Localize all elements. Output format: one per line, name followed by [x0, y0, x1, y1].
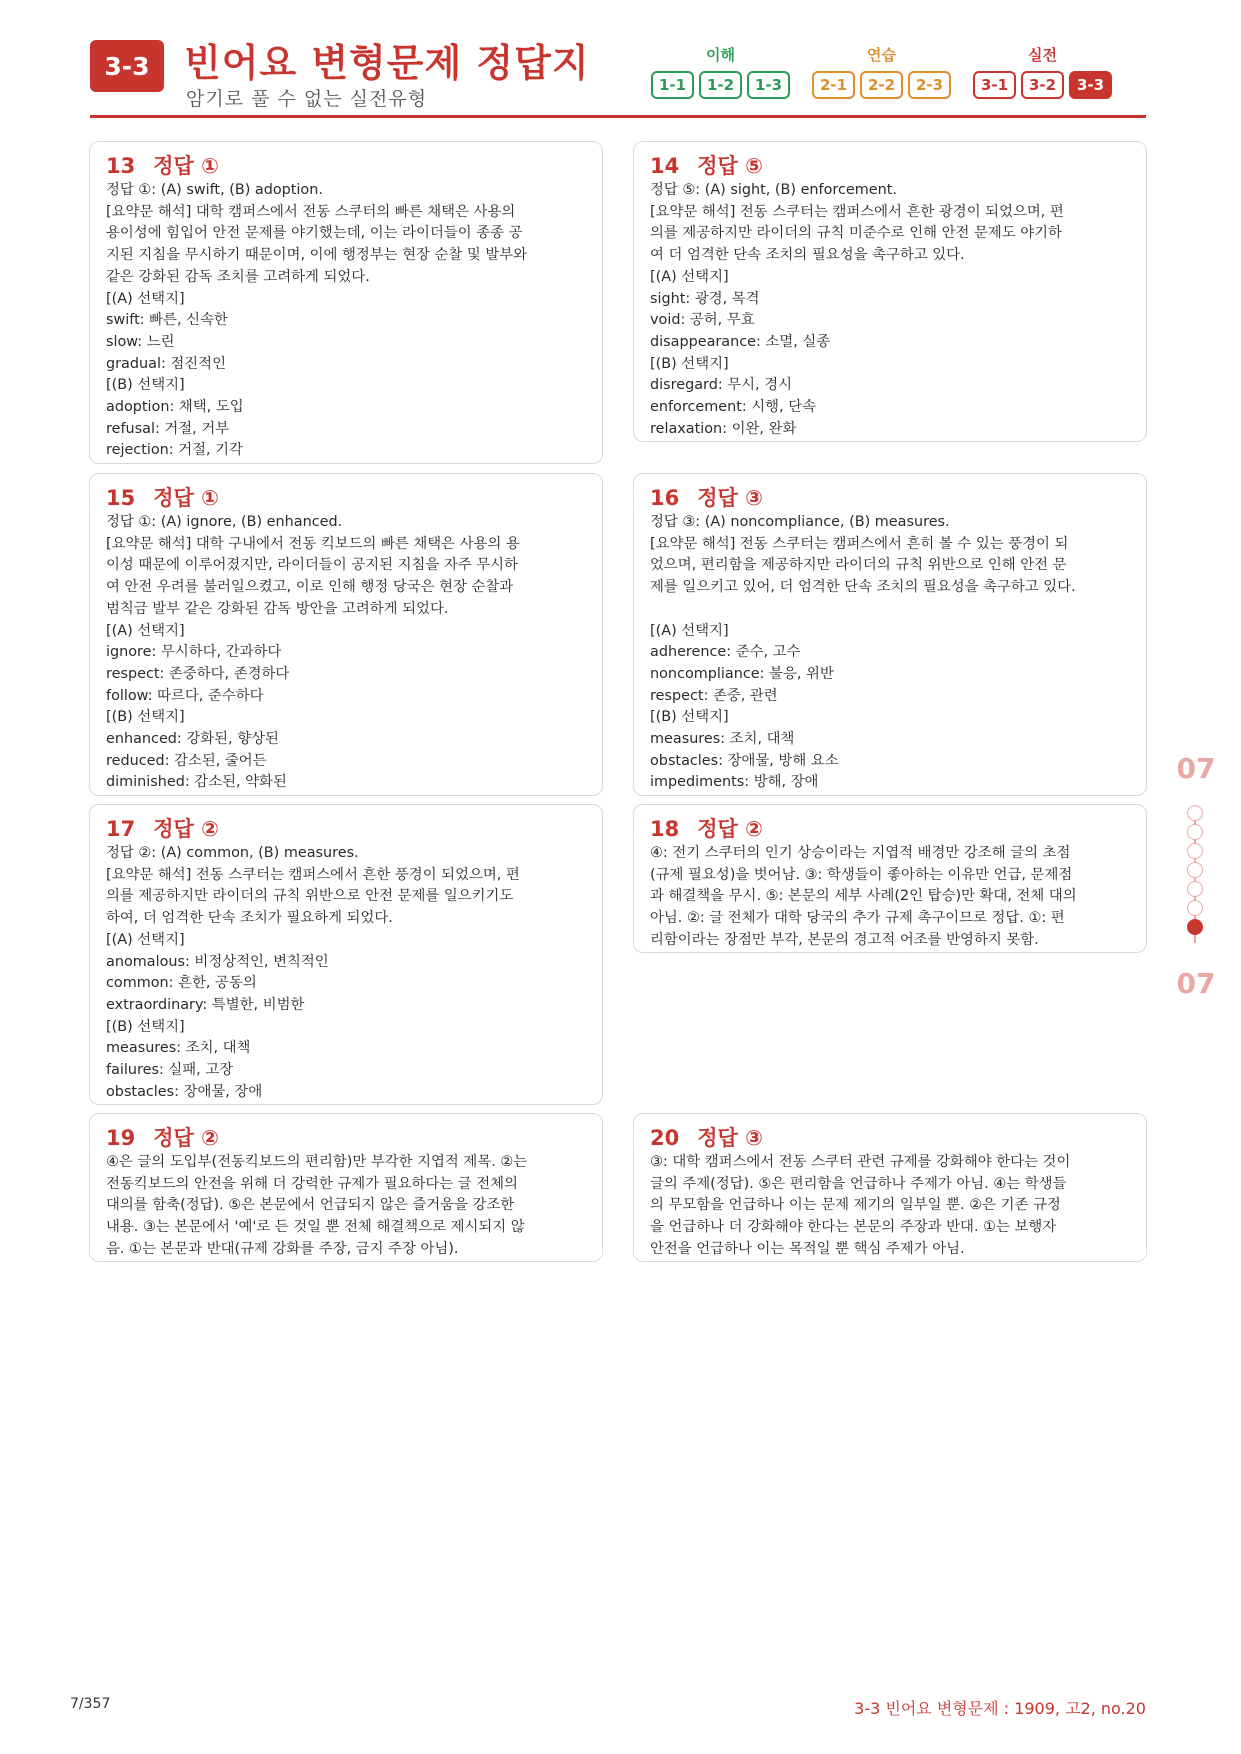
card-text-line: obstacles: 장애물, 장애 — [106, 1083, 263, 1100]
progress-dot — [1187, 881, 1203, 897]
answer-label: 정답 ① — [153, 154, 219, 178]
card-text-line: 리함이라는 장점만 부각, 본문의 경고적 어조를 반영하지 못함. — [650, 931, 1039, 948]
tab-3-1[interactable]: 3-1 — [973, 71, 1016, 99]
card-text-line: impediments: 방해, 장애 — [650, 774, 819, 791]
card-text-line: slow: 느린 — [106, 333, 175, 350]
card-text-line: 범칙금 발부 같은 강화된 감독 방안을 고려하게 되었다. — [106, 600, 449, 617]
card-text-line: rejection: 거절, 기각 — [106, 442, 243, 459]
card-text-line: [(A) 선택지] — [650, 268, 729, 285]
card-heading — [650, 815, 1130, 843]
answer-card-20 — [633, 1113, 1147, 1262]
step-category-label: 연습 — [867, 46, 896, 64]
answer-card-13 — [89, 141, 603, 464]
card-text-line: 아님. ②: 글 전체가 대학 당국의 추가 규제 촉구이므로 정답. ①: 편 — [650, 910, 1065, 927]
progress-dot — [1187, 843, 1203, 859]
tab-2-1[interactable]: 2-1 — [812, 71, 855, 99]
card-text-line: measures: 조치, 대책 — [650, 731, 795, 748]
answer-label: 정답 ② — [697, 817, 763, 841]
card-text-line: 었으며, 편리함을 제공하지만 라이더의 규칙 위반으로 인해 안전 문 — [650, 557, 1067, 574]
answer-card-19 — [89, 1113, 603, 1262]
card-text-line: 을 언급하나 더 강화해야 한다는 본문의 주장과 반대. ①는 보행자 — [650, 1219, 1057, 1236]
card-body — [106, 180, 586, 462]
card-text-line: 용이성에 힘입어 안전 문제를 야기했는데, 이는 라이더들이 종종 공 — [106, 225, 523, 242]
card-text-line: void: 공허, 무효 — [650, 312, 755, 329]
card-text-line: refusal: 거절, 거부 — [106, 420, 230, 437]
card-body — [106, 1152, 586, 1261]
tab-2-3[interactable]: 2-3 — [908, 71, 951, 99]
progress-dot — [1187, 900, 1203, 916]
question-number: 15 — [106, 486, 136, 510]
card-heading — [106, 1124, 586, 1152]
question-number: 14 — [650, 154, 680, 178]
card-text-line: [(B) 선택지] — [650, 355, 729, 372]
card-text-line: measures: 조치, 대책 — [106, 1040, 251, 1057]
card-text-line: 여 더 엄격한 단속 조치의 필요성을 촉구하고 있다. — [650, 247, 965, 264]
answer-label: 정답 ③ — [697, 486, 763, 510]
card-text-line: ④은 글의 도입부(전동킥보드의 편리함)만 부각한 지엽적 제목. ②는 — [106, 1154, 528, 1170]
card-text-line: diminished: 감소된, 약화된 — [106, 774, 287, 791]
card-text-line: follow: 따르다, 준수하다 — [106, 687, 264, 704]
card-text-line: 지된 지침을 무시하기 때문이며, 이에 행정부는 현장 순찰 및 발부와 — [106, 247, 528, 264]
step-group-practice — [812, 44, 951, 99]
card-text-line: 글의 주제(정답). ⑤은 편리함을 언급하나 주제가 아님. ④는 학생들 — [650, 1175, 1067, 1192]
card-text-line: 전동킥보드의 안전을 위해 더 강력한 규제가 필요하다는 글 전체의 — [106, 1175, 518, 1192]
card-text-line: 대의를 함축(정답). ⑤은 본문에서 언급되지 않은 즐거움을 강조한 — [106, 1197, 515, 1214]
progress-dot — [1187, 805, 1203, 821]
card-text-line: [(B) 선택지] — [650, 709, 729, 726]
card-body — [650, 180, 1130, 440]
answer-label: 정답 ① — [153, 486, 219, 510]
card-text-line — [650, 599, 1130, 621]
answer-label: 정답 ⑤ — [697, 154, 763, 178]
page-number: 7/357 — [70, 1696, 111, 1712]
answer-card-15 — [89, 473, 603, 796]
card-heading — [106, 484, 586, 512]
card-text-line: 음. ①는 본문과 반대(규제 강화를 주장, 금지 주장 아님). — [106, 1240, 459, 1257]
question-number: 17 — [106, 817, 136, 841]
card-text-line: 같은 강화된 감독 조치를 고려하게 되었다. — [106, 268, 370, 285]
tab-1-3[interactable]: 1-3 — [747, 71, 790, 99]
step-group-real — [973, 44, 1112, 99]
card-text-line: adherence: 준수, 고수 — [650, 644, 801, 661]
card-text-line: 정답 ①: (A) ignore, (B) enhanced. — [106, 514, 343, 530]
card-body — [650, 843, 1130, 952]
tab-1-2[interactable]: 1-2 — [699, 71, 742, 99]
tab-3-2[interactable]: 3-2 — [1021, 71, 1064, 99]
card-text-line: adoption: 채택, 도입 — [106, 399, 244, 416]
card-text-line: [(B) 선택지] — [106, 377, 185, 394]
card-text-line: [(B) 선택지] — [106, 1018, 185, 1035]
card-text-line: 의를 제공하지만 라이더의 규칙 미준수로 인해 안전 문제도 야기하 — [650, 225, 1062, 242]
card-text-line: [(B) 선택지] — [106, 709, 185, 726]
card-text-line: 과 해결책을 무시. ⑤: 본문의 세부 사례(2인 탑승)만 확대, 전체 대의 — [650, 888, 1077, 905]
card-body — [650, 512, 1130, 794]
progress-dot — [1187, 862, 1203, 878]
card-text-line: disappearance: 소멸, 실종 — [650, 333, 831, 350]
card-text-line: [(A) 선택지] — [106, 290, 185, 307]
card-text-line: [(A) 선택지] — [106, 931, 185, 948]
card-text-line: 하여, 더 엄격한 단속 조치가 필요하게 되었다. — [106, 910, 393, 927]
card-body — [106, 512, 586, 794]
card-text-line: ④: 전기 스쿠터의 인기 상승이라는 지엽적 배경만 강조해 글의 초점 — [650, 845, 1071, 861]
card-text-line: sight: 광경, 목격 — [650, 290, 760, 307]
tab-3-3[interactable]: 3-3 — [1069, 71, 1112, 99]
card-text-line: relaxation: 이완, 완화 — [650, 420, 797, 437]
card-heading — [106, 815, 586, 843]
tab-2-2[interactable]: 2-2 — [860, 71, 903, 99]
card-text-line: [요약문 해석] 대학 캠퍼스에서 전동 스쿠터의 빠른 채택은 사용의 — [106, 203, 516, 220]
header-divider — [90, 115, 1146, 118]
card-text-line: enhanced: 강화된, 향상된 — [106, 731, 279, 748]
card-text-line: respect: 존중, 관련 — [650, 687, 778, 704]
answer-card-17 — [89, 804, 603, 1105]
card-text-line: 정답 ③: (A) noncompliance, (B) measures. — [650, 514, 950, 530]
card-text-line: noncompliance: 불응, 위반 — [650, 665, 834, 682]
card-text-line: 내용. ③는 본문에서 '예'로 든 것일 뿐 전체 해결책으로 제시되지 않 — [106, 1219, 525, 1236]
card-text-line: 여 안전 우려를 불러일으켰고, 이로 인해 행정 당국은 현장 순찰과 — [106, 579, 514, 596]
answer-card-14 — [633, 141, 1147, 442]
chapter-number-bottom: 07 — [1176, 967, 1216, 1000]
card-text-line: extraordinary: 특별한, 비범한 — [106, 996, 305, 1013]
answer-label: 정답 ② — [153, 817, 219, 841]
card-text-line: 정답 ②: (A) common, (B) measures. — [106, 845, 359, 861]
card-text-line: 정답 ①: (A) swift, (B) adoption. — [106, 182, 323, 198]
card-text-line: 의 무모함을 언급하나 이는 문제 제기의 일부일 뿐. ②은 기존 규정 — [650, 1197, 1061, 1214]
card-text-line: 제를 일으키고 있어, 더 엄격한 단속 조치의 필요성을 촉구하고 있다. — [650, 579, 1076, 596]
card-body — [650, 1152, 1130, 1261]
answer-label: 정답 ② — [153, 1126, 219, 1150]
card-heading — [650, 1124, 1130, 1152]
page-subtitle: 암기로 풀 수 없는 실전유형 — [186, 88, 428, 110]
card-text-line: gradual: 점진적인 — [106, 355, 226, 372]
card-text-line: ignore: 무시하다, 간과하다 — [106, 644, 282, 661]
progress-dot — [1187, 824, 1203, 840]
answer-label: 정답 ③ — [697, 1126, 763, 1150]
card-body — [106, 843, 586, 1103]
card-text-line: enforcement: 시행, 단속 — [650, 399, 817, 416]
card-text-line: reduced: 감소된, 줄어든 — [106, 752, 267, 769]
card-text-line: swift: 빠른, 신속한 — [106, 312, 228, 329]
chapter-number-top: 07 — [1176, 752, 1216, 785]
step-group-understand — [651, 44, 790, 99]
card-text-line: [(A) 선택지] — [106, 622, 185, 639]
card-text-line: [요약문 해석] 전동 스쿠터는 캠퍼스에서 흔히 볼 수 있는 풍경이 되 — [650, 535, 1069, 552]
answer-card-16 — [633, 473, 1147, 796]
card-text-line: (규제 필요성)을 벗어남. ③: 학생들이 좋아하는 이유만 언급, 문제점 — [650, 866, 1073, 883]
card-heading — [650, 152, 1130, 180]
card-text-line: disregard: 무시, 경시 — [650, 377, 793, 394]
card-text-line: respect: 존중하다, 존경하다 — [106, 665, 290, 682]
question-number: 16 — [650, 486, 680, 510]
tab-1-1[interactable]: 1-1 — [651, 71, 694, 99]
card-text-line: [요약문 해석] 전동 스쿠터는 캠퍼스에서 흔한 광경이 되었으며, 편 — [650, 203, 1064, 220]
page-title: 빈어요 변형문제 정답지 — [184, 41, 590, 85]
card-text-line: 정답 ⑤: (A) sight, (B) enforcement. — [650, 182, 897, 198]
question-number: 13 — [106, 154, 136, 178]
section-badge: 3-3 — [90, 40, 164, 92]
card-text-line: 이성 때문에 이루어졌지만, 라이더들이 공지된 지침을 자주 무시하 — [106, 557, 518, 574]
card-text-line: ③: 대학 캠퍼스에서 전동 스쿠터 관련 규제를 강화해야 한다는 것이 — [650, 1154, 1071, 1170]
card-text-line: 의를 제공하지만 라이더의 규칙 위반으로 안전 문제를 일으키기도 — [106, 888, 514, 905]
step-category-label: 이해 — [706, 46, 735, 64]
card-text-line: [(A) 선택지] — [650, 622, 729, 639]
card-text-line: 안전을 언급하나 이는 목적일 뿐 핵심 주제가 아님. — [650, 1240, 965, 1257]
progress-dot-current — [1187, 919, 1203, 935]
card-heading — [106, 152, 586, 180]
card-text-line: common: 흔한, 공동의 — [106, 975, 257, 992]
step-category-label: 실전 — [1028, 46, 1057, 64]
question-number: 19 — [106, 1126, 136, 1150]
question-number: 18 — [650, 817, 680, 841]
question-number: 20 — [650, 1126, 680, 1150]
footer-reference: 3-3 빈어요 변형문제 : 1909, 고2, no.20 — [854, 1699, 1146, 1718]
card-text-line: [요약문 해석] 전동 스쿠터는 캠퍼스에서 흔한 풍경이 되었으며, 편 — [106, 866, 520, 883]
card-text-line: failures: 실패, 고장 — [106, 1062, 234, 1079]
card-text-line: obstacles: 장애물, 방해 요소 — [650, 752, 839, 769]
answer-card-18 — [633, 804, 1147, 953]
card-text-line: anomalous: 비정상적인, 변칙적인 — [106, 953, 329, 970]
card-text-line: [요약문 해석] 대학 구내에서 전동 킥보드의 빠른 채택은 사용의 용 — [106, 535, 520, 552]
card-heading — [650, 484, 1130, 512]
